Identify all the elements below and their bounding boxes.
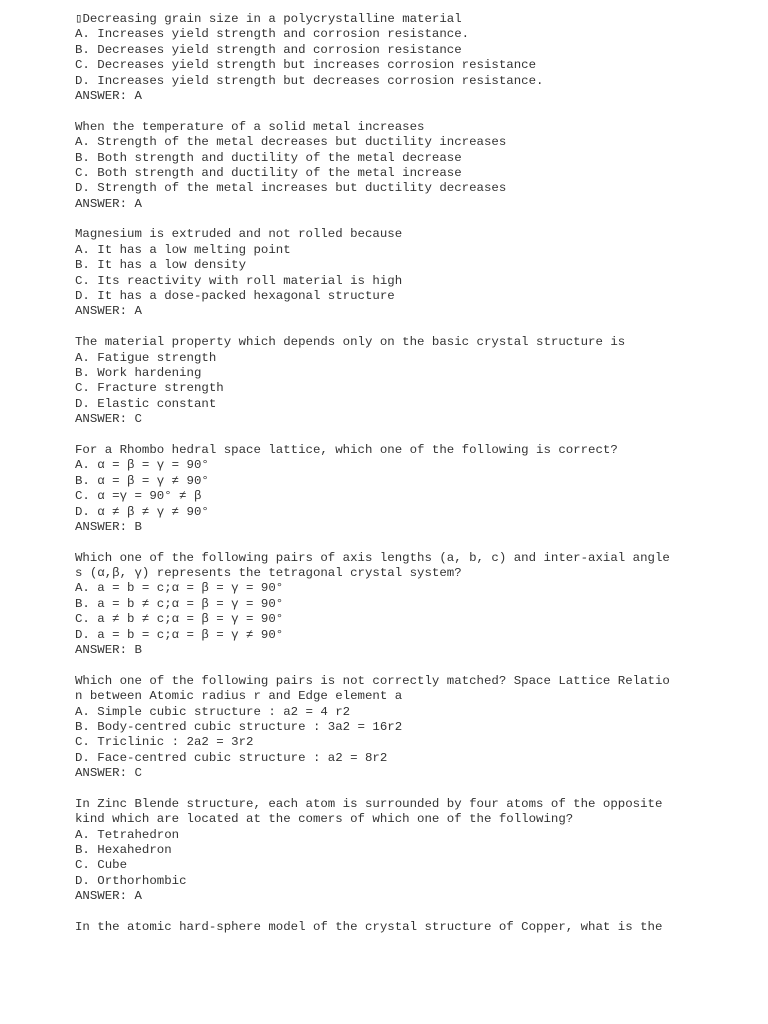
answer-line: ANSWER: A [75,889,142,904]
question-line: When the temperature of a solid metal increases [75,119,425,134]
question-line: Magnesium is extruded and not rolled because [75,227,403,242]
blank-line [75,428,755,443]
option-line: B. Work hardening [75,365,202,380]
answer-line: ANSWER: A [75,196,142,211]
option-line: D. Orthorhombic [75,873,187,888]
answer-line: ANSWER: C [75,412,142,427]
blank-line [75,320,755,335]
question-line: ▯Decreasing grain size in a polycrystalline material [75,12,462,26]
question-line: In Zinc Blende structure, each atom is surrounded by four atoms of the opposite [75,796,663,811]
blank-line [75,782,755,797]
option-line: B. a = b ≠ c;α = β = γ = 90° [75,596,284,611]
option-line: D. Increases yield strength but decreases corrosion resistance. [75,73,544,88]
blank-line [75,658,755,673]
option-line: C. Fracture strength [75,381,224,396]
option-line: A. Fatigue strength [75,350,217,365]
question-line: The material property which depends only on the basic crystal structure is [75,335,626,350]
option-line: B. Body-centred cubic structure : 3a2 = 16r2 [75,719,403,734]
option-line: C. Decreases yield strength but increases corrosion resistance [75,58,537,73]
option-line: A. Increases yield strength and corrosion resistance. [75,27,470,42]
question-line: Which one of the following pairs of axis lengths (a, b, c) and inter-axial angle [75,550,670,565]
question-line: In the atomic hard-sphere model of the crystal structure of Copper, what is the [75,920,663,935]
option-line: A. Strength of the metal decreases but ductility increases [75,135,507,150]
option-line: C. Both strength and ductility of the metal increase [75,165,462,180]
answer-line: ANSWER: A [75,88,142,103]
question-line: kind which are located at the comers of which one of the following? [75,812,574,827]
question-line: s (α,β, γ) represents the tetragonal crystal system? [75,566,462,581]
option-line: B. Decreases yield strength and corrosion resistance [75,42,462,57]
blank-line [75,535,755,550]
answer-line: ANSWER: A [75,304,142,319]
option-line: D. a = b = c;α = β = γ ≠ 90° [75,627,284,642]
question-line: For a Rhombo hedral space lattice, which one of the following is correct? [75,442,618,457]
option-line: A. Tetrahedron [75,827,180,842]
option-line: B. Both strength and ductility of the metal decrease [75,150,462,165]
question-text-block [75,12,755,935]
option-line: C. Cube [75,858,128,873]
option-line: A. a = b = c;α = β = γ = 90° [75,581,284,596]
option-line: C. a ≠ b ≠ c;α = β = γ = 90° [75,612,284,627]
option-line: C. α =γ = 90° ≠ β [75,489,202,504]
answer-line: ANSWER: B [75,519,142,534]
option-line: D. α ≠ β ≠ γ ≠ 90° [75,504,209,519]
question-line: n between Atomic radius r and Edge element a [75,689,403,704]
option-line: B. α = β = γ ≠ 90° [75,473,209,488]
option-line: A. It has a low melting point [75,242,291,257]
option-line: D. Face-centred cubic structure : a2 = 8r2 [75,750,388,765]
option-line: B. Hexahedron [75,843,172,858]
blank-line [75,905,755,920]
option-line: D. Strength of the metal increases but ductility decreases [75,181,507,196]
option-line: D. Elastic constant [75,396,217,411]
option-line: D. It has a dose-packed hexagonal structure [75,289,395,304]
answer-line: ANSWER: C [75,766,142,781]
option-line: C. Its reactivity with roll material is high [75,273,403,288]
option-line: A. Simple cubic structure : a2 = 4 r2 [75,704,351,719]
answer-line: ANSWER: B [75,643,142,658]
option-line: C. Triclinic : 2a2 = 3r2 [75,735,254,750]
question-line: Which one of the following pairs is not correctly matched? Space Lattice Relatio [75,673,670,688]
blank-line [75,212,755,227]
blank-line [75,104,755,119]
option-line: A. α = β = γ = 90° [75,458,209,473]
option-line: B. It has a low density [75,258,247,273]
